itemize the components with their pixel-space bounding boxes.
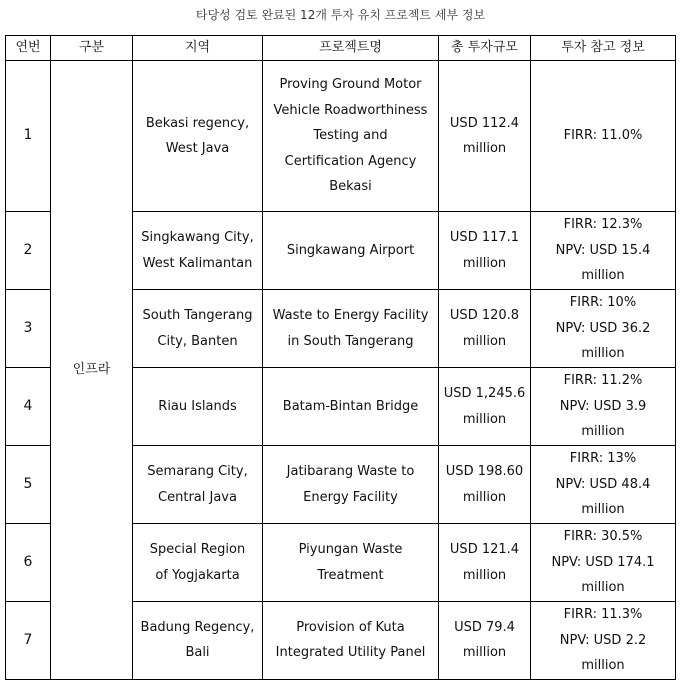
- info-cell: FIRR: 13% NPV: USD 48.4 million: [531, 446, 676, 524]
- table-row: [6, 61, 676, 212]
- row-no: 6: [6, 524, 51, 602]
- project-cell: Piyungan Waste Treatment: [263, 524, 439, 602]
- project-cell: Proving Ground Motor Vehicle Roadworthiness Testing and Certification Agency Bekasi: [263, 61, 439, 212]
- project-cell: Waste to Energy Facility in South Tangerang: [263, 290, 439, 368]
- investment-cell: USD 79.4 million: [439, 602, 531, 680]
- project-cell: Provision of Kuta Integrated Utility Panel: [263, 602, 439, 680]
- info-cell: FIRR: 11.0%: [531, 61, 676, 212]
- info-cell: FIRR: 12.3% NPV: USD 15.4 million: [531, 212, 676, 290]
- region-cell: Bekasi regency, West Java: [133, 61, 263, 212]
- row-no: 1: [6, 61, 51, 212]
- investment-cell: USD 121.4 million: [439, 524, 531, 602]
- row-no: 7: [6, 602, 51, 680]
- header-investment: 총 투자규모: [439, 36, 531, 61]
- region-cell: Riau Islands: [133, 368, 263, 446]
- investment-cell: USD 117.1 million: [439, 212, 531, 290]
- investment-cell: USD 112.4 million: [439, 61, 531, 212]
- header-row: [6, 36, 676, 61]
- header-project: 프로젝트명: [263, 36, 439, 61]
- investment-cell: USD 198.60 million: [439, 446, 531, 524]
- region-cell: Badung Regency, Bali: [133, 602, 263, 680]
- header-no: 연번: [6, 36, 51, 61]
- header-info: 투자 참고 정보: [531, 36, 676, 61]
- region-cell: Singkawang City, West Kalimantan: [133, 212, 263, 290]
- region-cell: Special Region of Yogjakarta: [133, 524, 263, 602]
- row-no: 5: [6, 446, 51, 524]
- project-cell: Jatibarang Waste to Energy Facility: [263, 446, 439, 524]
- project-cell: Singkawang Airport: [263, 212, 439, 290]
- table-caption: 타당성 검토 완료된 12개 투자 유치 프로젝트 세부 정보: [195, 8, 486, 22]
- info-cell: FIRR: 10% NPV: USD 36.2 million: [531, 290, 676, 368]
- investment-cell: USD 1,245.6 million: [439, 368, 531, 446]
- header-category: 구분: [51, 36, 133, 61]
- row-no: 3: [6, 290, 51, 368]
- info-cell: FIRR: 30.5% NPV: USD 174.1 million: [531, 524, 676, 602]
- header-region: 지역: [133, 36, 263, 61]
- row-no: 4: [6, 368, 51, 446]
- row-no: 2: [6, 212, 51, 290]
- project-cell: Batam-Bintan Bridge: [263, 368, 439, 446]
- investment-cell: USD 120.8 million: [439, 290, 531, 368]
- info-cell: FIRR: 11.2% NPV: USD 3.9 million: [531, 368, 676, 446]
- region-cell: South Tangerang City, Banten: [133, 290, 263, 368]
- info-cell: FIRR: 11.3% NPV: USD 2.2 million: [531, 602, 676, 680]
- region-cell: Semarang City, Central Java: [133, 446, 263, 524]
- project-table: [5, 35, 676, 680]
- category-cell: 인프라: [51, 61, 133, 680]
